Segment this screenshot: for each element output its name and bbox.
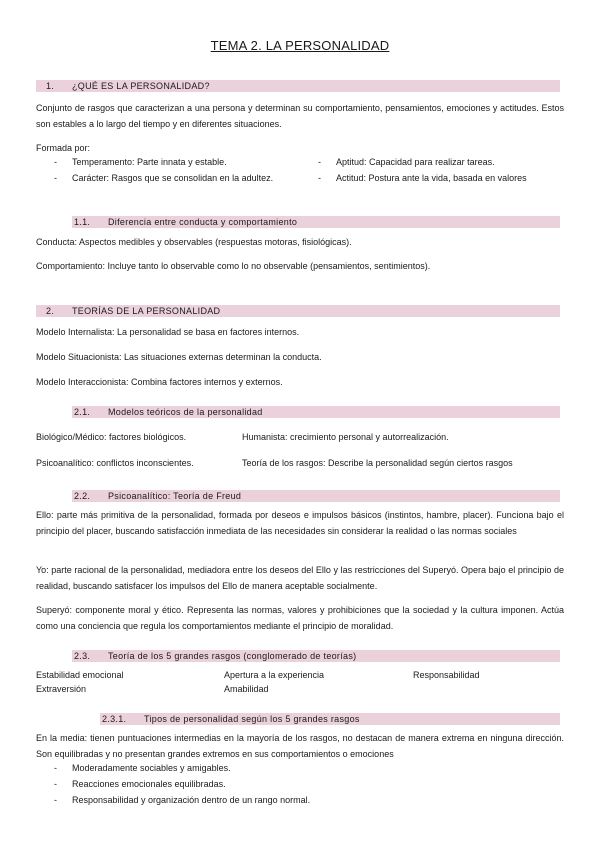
subsection-2-1-number: 2.1. bbox=[74, 407, 91, 417]
subsection-2-1-heading bbox=[72, 406, 560, 418]
trait-responsabilidad: Responsabilidad bbox=[413, 670, 480, 680]
media-traits-list bbox=[36, 760, 564, 808]
subsection-2-3-1-heading bbox=[100, 713, 560, 725]
subsection-2-2-heading bbox=[72, 490, 560, 502]
yo-text: Yo: parte racional de la personalidad, mediadora entre los deseos del Ello y las restricciones del Superyó. Opera bajo el principio de realidad, buscando satisfacer los impulsos del Ello de manera aceptable socialmente. bbox=[36, 565, 564, 591]
modelo-psicoanalitico: Psicoanalítico: conflictos inconscientes. bbox=[36, 458, 194, 468]
section-2-title: TEORÍAS DE LA PERSONALIDAD bbox=[72, 306, 221, 316]
section-2-number: 2. bbox=[46, 306, 55, 316]
components-list-left bbox=[36, 154, 298, 186]
formada-label: Formada por: bbox=[36, 143, 91, 153]
list-item: - Moderadamente sociables y amigables. bbox=[36, 760, 564, 776]
trait-apertura: Apertura a la experiencia bbox=[224, 670, 325, 680]
section-1-number: 1. bbox=[46, 81, 55, 91]
list-item: - Actitud: Postura ante la vida, basada en valores bbox=[300, 170, 564, 186]
subsection-2-1-title: Modelos teóricos de la personalidad bbox=[108, 407, 263, 417]
ello-text: Ello: parte más primitiva de la personalidad, formada por deseos e impulsos básicos (instintos, hambre, placer). Funciona bajo el principio del placer, buscando satisfacción inmediata de las necesidades sin considerar la realidad o las normas sociales bbox=[36, 510, 564, 536]
modelo-humanista: Humanista: crecimiento personal y autorrealización. bbox=[242, 432, 449, 442]
media-text: En la media: tienen puntuaciones intermedias en la mayoría de los rasgos, no destacan de manera extrema en ninguna dirección. Son equilibradas y no presentan grandes extremos en sus comportamientos o emociones bbox=[36, 733, 564, 759]
subsection-2-3-1-title: Tipos de personalidad según los 5 grandes rasgos bbox=[144, 714, 360, 724]
section-2-heading bbox=[36, 305, 560, 317]
subsection-1-1-number: 1.1. bbox=[74, 217, 91, 227]
subsection-2-3-1-number: 2.3.1. bbox=[102, 714, 127, 724]
modelo-rasgos: Teoría de los rasgos: Describe la personalidad según ciertos rasgos bbox=[242, 458, 513, 468]
modelo-internalista: Modelo Internalista: La personalidad se basa en factores internos. bbox=[36, 327, 300, 337]
trait-amabilidad: Amabilidad bbox=[224, 684, 269, 694]
page-title: TEMA 2. LA PERSONALIDAD bbox=[210, 38, 390, 53]
trait-extraversion: Extraversión bbox=[36, 684, 87, 694]
list-item: - Carácter: Rasgos que se consolidan en la adultez. bbox=[36, 170, 298, 186]
conducta-text: Conducta: Aspectos medibles y observables (respuestas motoras, fisiológicas). bbox=[36, 237, 352, 247]
modelo-biologico: Biológico/Médico: factores biológicos. bbox=[36, 432, 187, 442]
list-item: - Responsabilidad y organización dentro de un rango normal. bbox=[36, 792, 564, 808]
trait-estabilidad: Estabilidad emocional bbox=[36, 670, 124, 680]
subsection-2-3-heading bbox=[72, 650, 560, 662]
section-1-title: ¿QUÉ ES LA PERSONALIDAD? bbox=[72, 81, 210, 91]
list-item: - Reacciones emocionales equilibradas. bbox=[36, 776, 564, 792]
modelo-situacionista: Modelo Situacionista: Las situaciones externas determinan la conducta. bbox=[36, 352, 322, 362]
list-item: - Aptitud: Capacidad para realizar tareas. bbox=[300, 154, 564, 170]
components-list-right bbox=[300, 154, 564, 186]
subsection-2-3-number: 2.3. bbox=[74, 651, 91, 661]
section-1-heading bbox=[36, 80, 560, 92]
list-item: - Temperamento: Parte innata y estable. bbox=[36, 154, 298, 170]
subsection-1-1-heading bbox=[72, 216, 560, 228]
section-1-intro: Conjunto de rasgos que caracterizan a una persona y determinan su comportamiento, pensamientos, emociones y actitudes. Estos son estables a lo largo del tiempo y en diferentes situaciones. bbox=[36, 103, 564, 129]
subsection-2-2-title: Psicoanalítico: Teoría de Freud bbox=[108, 491, 242, 501]
subsection-1-1-title: Diferencia entre conducta y comportamiento bbox=[108, 217, 298, 227]
subsection-2-3-title: Teoría de los 5 grandes rasgos (conglomerado de teorías) bbox=[108, 651, 357, 661]
subsection-2-2-number: 2.2. bbox=[74, 491, 91, 501]
superyo-text: Superyó: componente moral y ético. Representa las normas, valores y prohibiciones que la sociedad y la cultura imponen. Actúa como una conciencia que regula los comportamientos mediante el principio de moralidad. bbox=[36, 605, 564, 631]
modelo-interaccionista: Modelo Interaccionista: Combina factores internos y externos. bbox=[36, 377, 283, 387]
comportamiento-text: Comportamiento: Incluye tanto lo observable como lo no observable (pensamientos, sentimientos). bbox=[36, 261, 431, 271]
